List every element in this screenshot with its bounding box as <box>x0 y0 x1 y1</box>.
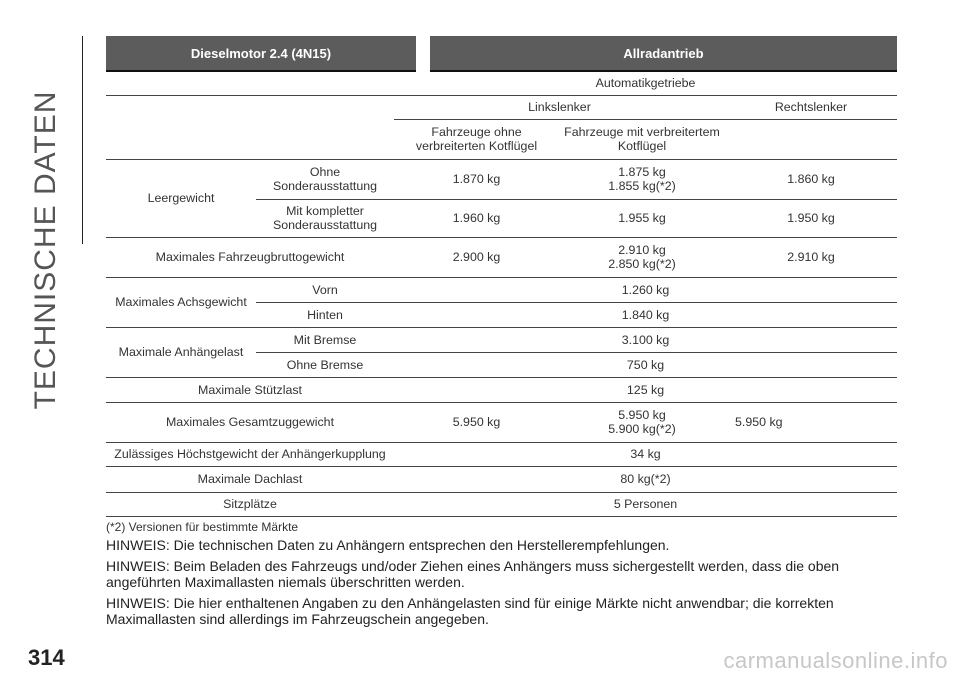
stuetz-value: 125 kg <box>394 377 897 402</box>
stuetz-label: Maximale Stützlast <box>106 377 394 402</box>
sitze-label: Sitzplätze <box>106 492 394 516</box>
col-without-fenders: Fahrzeuge ohne verbreiterten Kotflügel <box>394 119 559 159</box>
sitze-value: 5 Personen <box>394 492 897 516</box>
page-number: 314 <box>28 645 65 670</box>
achs-hinten-value: 1.840 kg <box>394 302 897 327</box>
leergewicht-label: Leergewicht <box>106 159 256 237</box>
rhd-label: Rechtslenker <box>725 95 897 119</box>
col-with-fenders: Fahrzeuge mit verbreitertem Kotflügel <box>559 119 725 159</box>
leergewicht-basic-v2 <box>559 159 725 199</box>
achs-vorn-value: 1.260 kg <box>394 277 897 302</box>
section-side-title: TECHNISCHE DATEN <box>29 90 62 410</box>
blank-cell <box>725 119 897 159</box>
leergewicht-basic-v1: 1.870 kg <box>394 159 559 199</box>
spec-table <box>106 71 897 517</box>
value: 1.875 kg <box>618 165 666 179</box>
brutto-label: Maximales Fahrzeugbruttogewicht <box>106 237 394 277</box>
dach-label: Maximale Dachlast <box>106 466 394 492</box>
footnote-marker: (*2) <box>655 422 676 436</box>
footnote-text: (*2) Versionen für bestimmte Märkte <box>106 520 299 534</box>
transmission-label: Automatikgetriebe <box>394 71 897 95</box>
value: 5.950 kg <box>618 408 666 422</box>
value: 1.855 kg <box>608 179 656 193</box>
value: 80 kg <box>620 472 651 486</box>
leergewicht-full-label: Mit kompletter Sonderausstattung <box>256 199 394 237</box>
footnote-marker: (*2) <box>655 179 676 193</box>
footnote-marker: (*2) <box>655 257 676 271</box>
notes-section <box>106 520 906 632</box>
side-divider <box>82 36 83 244</box>
leergewicht-full-v3: 1.950 kg <box>725 199 897 237</box>
anhaenge-ohne-value: 750 kg <box>394 352 897 377</box>
header-engine: Dieselmotor 2.4 (4N15) <box>106 36 416 71</box>
value: 2.850 kg <box>608 257 656 271</box>
gesamtzug-v3: 5.950 kg <box>725 402 897 442</box>
watermark: carmanualsonline.info <box>723 648 948 673</box>
leergewicht-full-v2: 1.955 kg <box>559 199 725 237</box>
anhaenge-mit-label: Mit Bremse <box>256 327 394 352</box>
note-2: HINWEIS: Beim Beladen des Fahrzeugs und/oder Ziehen eines Anhängers muss sichergestellt werden, dass die oben angeführten Maximallasten niemals überschritten werden. <box>106 558 840 590</box>
blank-cell <box>106 119 394 159</box>
gesamtzug-label: Maximales Gesamtzuggewicht <box>106 402 394 442</box>
note-3: HINWEIS: Die hier enthaltenen Angaben zu den Anhängelasten sind für einige Märkte nicht anwendbar; die korrekten Maximallasten sind allerdings im Fahrzeugschein angegeben. <box>106 595 834 627</box>
footnote-marker: (*2) <box>650 472 671 486</box>
value: 2.910 kg <box>618 243 666 257</box>
achs-vorn-label: Vorn <box>256 277 394 302</box>
anhaenge-ohne-label: Ohne Bremse <box>256 352 394 377</box>
note-1: HINWEIS: Die technischen Daten zu Anhängern entsprechen den Herstellerempfehlungen. <box>106 537 670 553</box>
brutto-v1: 2.900 kg <box>394 237 559 277</box>
blank-cell <box>106 95 394 119</box>
leergewicht-full-v1: 1.960 kg <box>394 199 559 237</box>
gesamtzug-v2 <box>559 402 725 442</box>
brutto-v2 <box>559 237 725 277</box>
kupplung-label: Zulässiges Höchstgewicht der Anhängerkupplung <box>106 442 394 466</box>
lhd-label: Linkslenker <box>394 95 725 119</box>
gesamtzug-v1: 5.950 kg <box>394 402 559 442</box>
blank-cell <box>106 71 394 95</box>
anhaenge-label: Maximale Anhängelast <box>106 327 256 377</box>
leergewicht-basic-label: Ohne Sonderausstattung <box>256 159 394 199</box>
anhaenge-mit-value: 3.100 kg <box>394 327 897 352</box>
brutto-v3: 2.910 kg <box>725 237 897 277</box>
leergewicht-basic-v3: 1.860 kg <box>725 159 897 199</box>
achs-hinten-label: Hinten <box>256 302 394 327</box>
header-drive: Allradantrieb <box>430 36 897 71</box>
dach-value <box>394 466 897 492</box>
kupplung-value: 34 kg <box>394 442 897 466</box>
achs-label: Maximales Achsgewicht <box>106 277 256 327</box>
value: 5.900 kg <box>608 422 656 436</box>
